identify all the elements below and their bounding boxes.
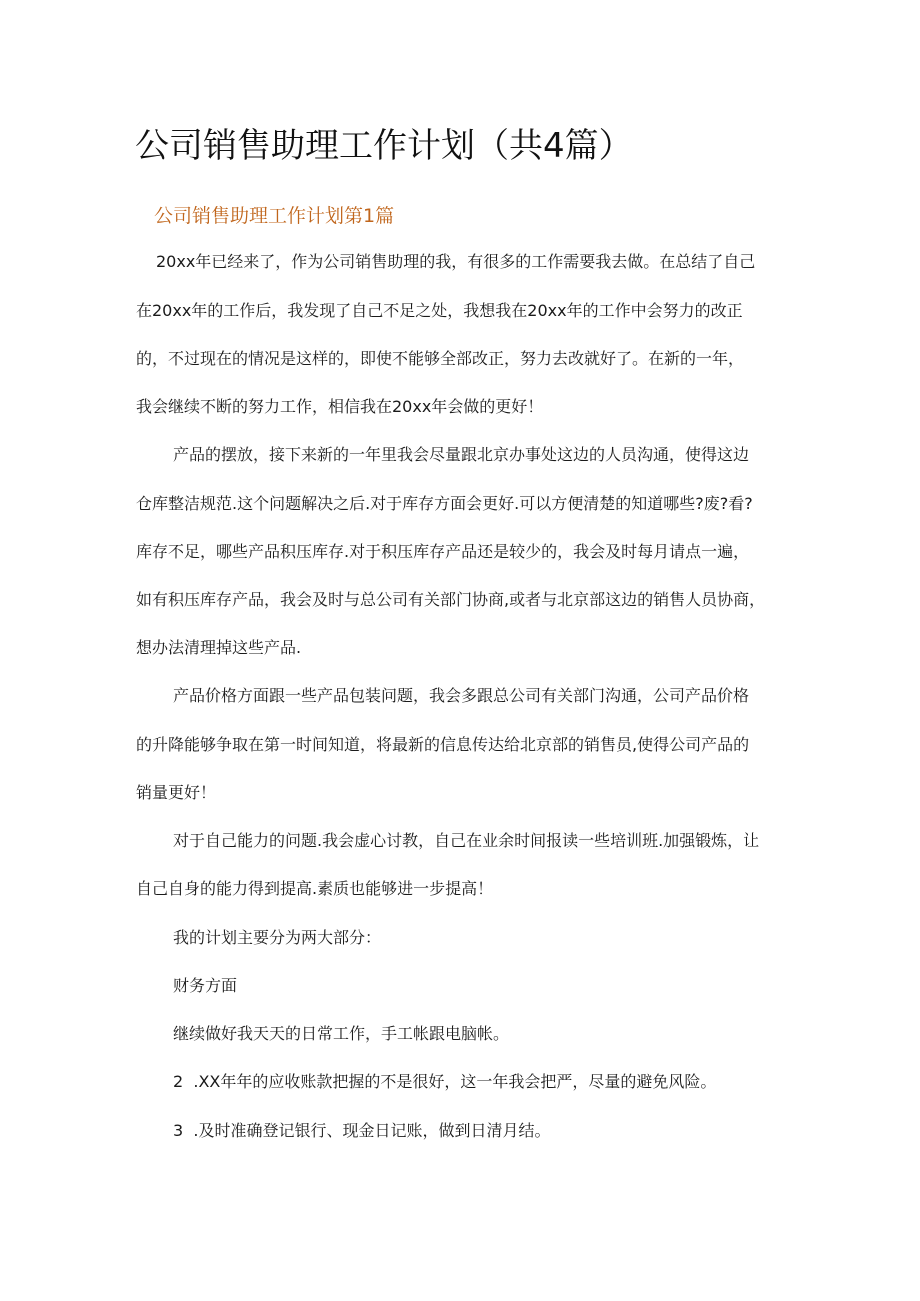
paragraph-line: 销量更好！ [136, 783, 217, 802]
paragraph-line: 我会继续不断的努力工作，相信我在20xx年会做的更好！ [136, 397, 544, 416]
paragraph-line: 继续做好我天天的日常工作，手工帐跟电脑帐。 [173, 1024, 510, 1043]
paragraph-line: 产品的摆放，接下来新的一年里我会尽量跟北京办事处这边的人员沟通，使得这边 [173, 445, 750, 464]
paragraph-line: 仓库整洁规范.这个问题解决之后.对于库存方面会更好.可以方便清楚的知道哪些?废?看? [136, 494, 753, 513]
document-title: 公司销售助理工作计划（共4篇） [135, 126, 633, 166]
paragraph-line: 产品价格方面跟一些产品包装问题，我会多跟总公司有关部门沟通，公司产品价格 [173, 686, 750, 705]
list-item: 2 .XX年年的应收账款把握的不是很好，这一年我会把严，尽量的避免风险。 [173, 1072, 717, 1091]
paragraph-line: 对于自己能力的问题.我会虚心讨教，自己在业余时间报读一些培训班.加强锻炼，让 [173, 831, 760, 850]
paragraph-line: 库存不足，哪些产品积压库存.对于积压库存产品还是较少的，我会及时每月请点一遍， [136, 542, 750, 561]
section-heading: 公司销售助理工作计划第1篇 [154, 205, 395, 227]
paragraph-line: 自己自身的能力得到提高.素质也能够进一步提高！ [136, 879, 494, 898]
paragraph-line: 想办法清理掉这些产品. [136, 638, 302, 657]
paragraph-line: 的，不过现在的情况是这样的，即使不能够全部改正，努力去改就好了。在新的一年， [136, 349, 745, 368]
list-item: 3 .及时准确登记银行、现金日记账，做到日清月结。 [173, 1121, 551, 1140]
paragraph-line: 在20xx年的工作后，我发现了自己不足之处，我想我在20xx年的工作中会努力的改正 [136, 301, 743, 320]
paragraph-line: 财务方面 [173, 976, 238, 995]
paragraph-line: 20xx年已经来了，作为公司销售助理的我，有很多的工作需要我去做。在总结了自己 [156, 252, 756, 271]
paragraph-line: 如有积压库存产品，我会及时与总公司有关部门协商,或者与北京部这边的销售人员协商， [136, 590, 766, 609]
paragraph-line: 的升降能够争取在第一时间知道，将最新的信息传达给北京部的销售员,使得公司产品的 [136, 735, 750, 754]
paragraph-line: 我的计划主要分为两大部分： [173, 928, 382, 947]
